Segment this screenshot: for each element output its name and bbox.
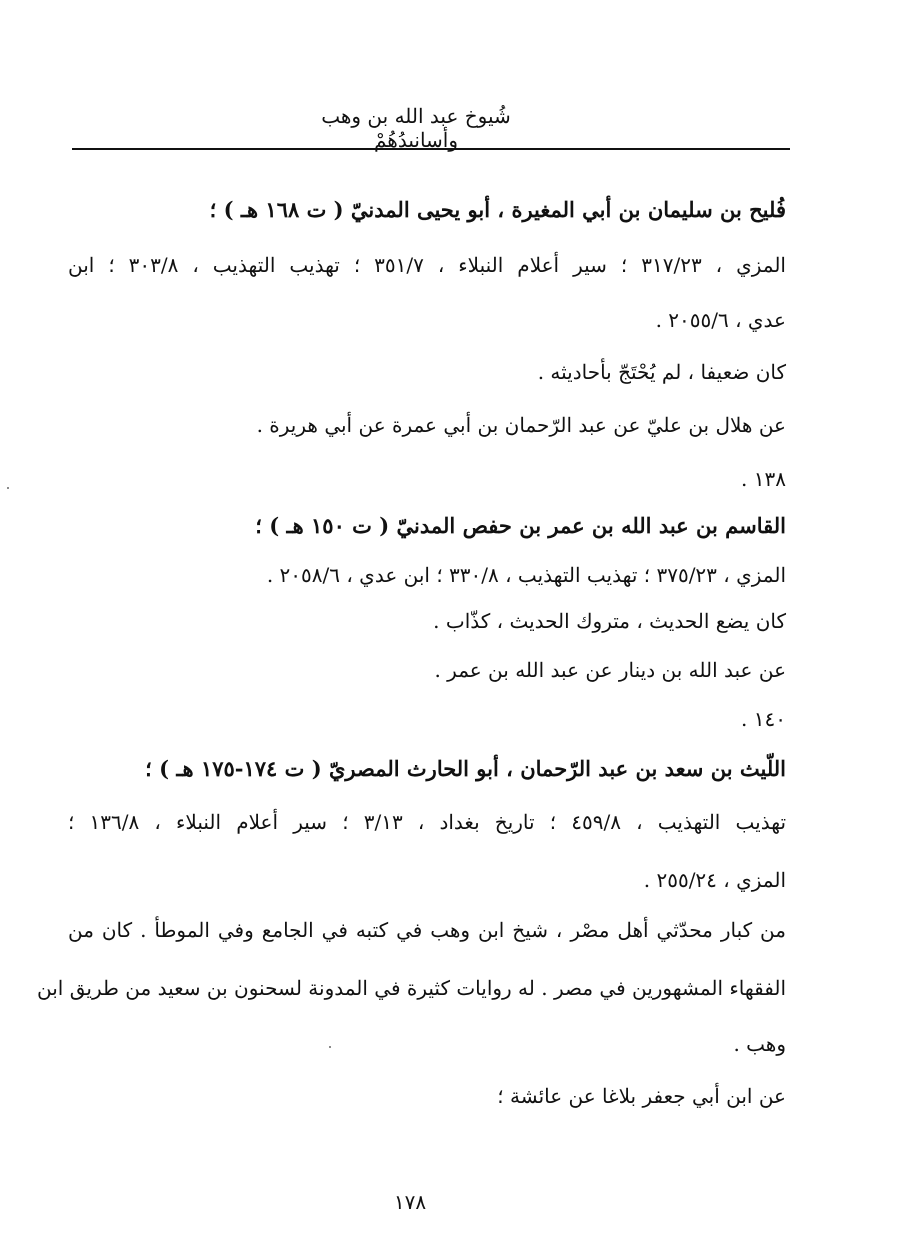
entry-3-refs-line-2: المزي ، ٢٥٥/٢٤ . xyxy=(643,868,786,892)
entry-1-note: كان ضعيفا ، لم يُحْتَجّ بأحاديثه . xyxy=(537,360,786,384)
entry-2-note: كان يضع الحديث ، متروك الحديث ، كذّاب . xyxy=(433,609,786,633)
entry-2-chain: عن عبد الله بن دينار عن عبد الله بن عمر . xyxy=(434,658,786,682)
running-head: شُيوخ عبد الله بن وهب وأسانيدُهُمْ xyxy=(321,104,511,152)
entry-1-number: ١٣٨ . xyxy=(741,467,786,491)
entry-3-note-line-2: الفقهاء المشهورين في مصر . له روايات كثيرة في المدونة لسحنون بن سعيد من طريق ابن xyxy=(37,976,786,1000)
entry-1-heading: فُليح بن سليمان بن أبي المغيرة ، أبو يحيى المدنيّ ( ت ١٦٨ هـ ) ؛ xyxy=(209,197,786,222)
entry-2-refs-line-1: المزي ، ٣٧٥/٢٣ ؛ تهذيب التهذيب ، ٣٣٠/٨ ؛ ابن عدي ، ٢٠٥٨/٦ . xyxy=(266,563,786,587)
entry-1-chain: عن هلال بن عليّ عن عبد الرّحمان بن أبي عمرة عن أبي هريرة . xyxy=(256,413,786,437)
entry-3-chain: عن ابن أبي جعفر بلاغا عن عائشة ؛ xyxy=(497,1084,786,1108)
entry-3-note-line-1: من كبار محدّثي أهل مصْر ، شيخ ابن وهب في كتبه في الجامع وفي الموطأ . كان من xyxy=(68,918,786,942)
entry-3-note-line-3: وهب . xyxy=(733,1032,786,1056)
entry-2-number: ١٤٠ . xyxy=(741,707,786,731)
scan-speck xyxy=(7,487,9,489)
entry-1-refs-line-1: المزي ، ٣١٧/٢٣ ؛ سير أعلام النبلاء ، ٣٥١/٧ ؛ تهذيب التهذيب ، ٣٠٣/٨ ؛ ابن xyxy=(68,253,786,277)
scan-speck xyxy=(329,1046,331,1048)
entry-3-refs-line-1: تهذيب التهذيب ، ٤٥٩/٨ ؛ تاريخ بغداد ، ٣/١٣ ؛ سير أعلام النبلاء ، ١٣٦/٨ ؛ xyxy=(68,810,787,834)
entry-2-heading: القاسم بن عبد الله بن عمر بن حفص المدنيّ ( ت ١٥٠ هـ ) ؛ xyxy=(255,513,786,538)
page-number: ١٧٨ xyxy=(393,1190,427,1214)
entry-1-refs-line-2: عدي ، ٢٠٥٥/٦ . xyxy=(655,308,786,332)
entry-3-heading: اللّيث بن سعد بن عبد الرّحمان ، أبو الحارث المصريّ ( ت ١٧٤-١٧٥ هـ ) ؛ xyxy=(145,756,786,781)
header-rule xyxy=(72,148,790,150)
